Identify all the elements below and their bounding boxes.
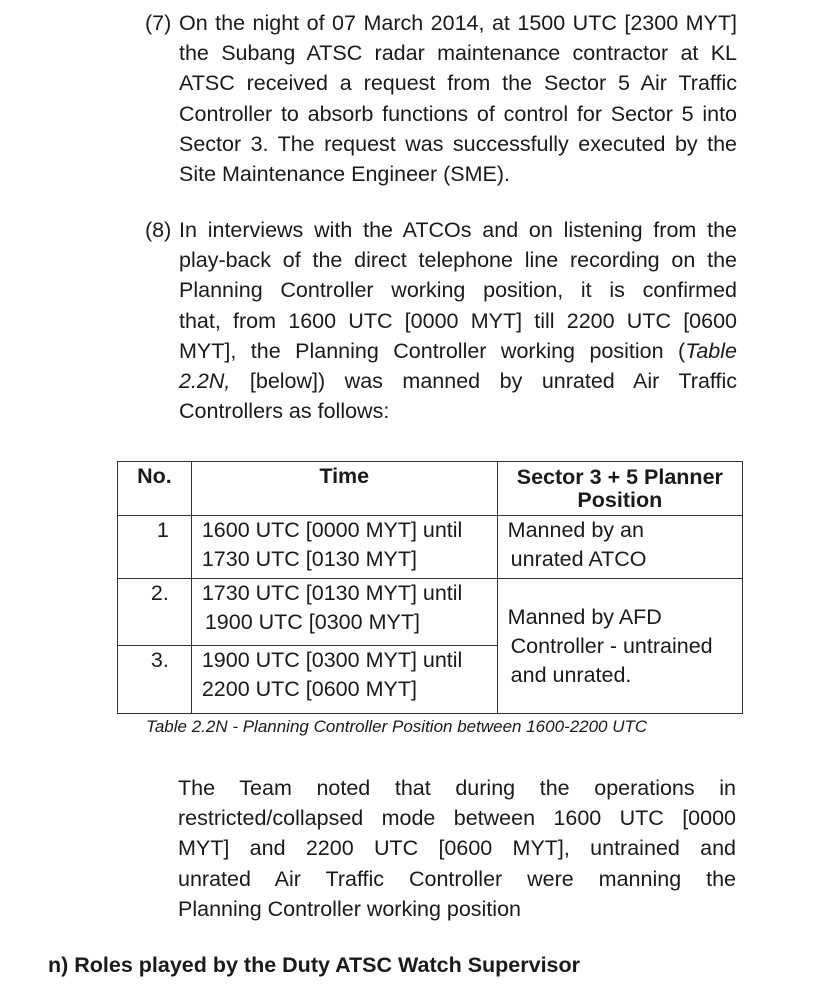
text-line: Site Maintenance Engineer (SME). <box>179 162 511 187</box>
text-line: The Team noted that during the operations in <box>178 776 736 800</box>
text-segment: [below]) was manned by unrated Air Traffic <box>230 369 737 394</box>
text-line: ATSC received a request from the Sector 5 Air Traffic <box>179 71 737 96</box>
text-line: On the night of 07 March 2014, at 1500 UTC [2300 MYT] <box>179 11 737 35</box>
header-position-line: Position <box>577 488 663 512</box>
table-row <box>118 516 743 579</box>
table-header-row <box>118 462 743 516</box>
cell-position <box>497 516 742 579</box>
time-line: 1730 UTC [0130 MYT] <box>201 547 417 571</box>
cell-position <box>497 579 742 714</box>
position-line: and unrated. <box>510 662 632 687</box>
cell-no: 1 <box>118 516 192 579</box>
cell-no: 3. <box>118 646 192 714</box>
text-line: restricted/collapsed mode between 1600 UTC [0000 <box>178 806 736 831</box>
position-line: unrated ATCO <box>510 547 647 571</box>
text-line <box>179 366 737 396</box>
cell-time <box>191 579 497 646</box>
text-line: Controllers as follows: <box>179 399 390 424</box>
time-line: 2200 UTC [0600 MYT] <box>201 677 417 701</box>
time-line: 1600 UTC [0000 MYT] until <box>201 518 463 542</box>
planner-position-table <box>117 461 743 714</box>
text-line: MYT] and 2200 UTC [0600 MYT], untrained and <box>178 836 736 861</box>
header-time: Time <box>191 462 497 516</box>
text-line: Sector 3. The request was successfully executed by the <box>179 131 737 156</box>
paragraph-number: (8) <box>145 218 172 242</box>
cell-time <box>191 646 497 714</box>
table-reference: Table <box>685 338 737 363</box>
text-line: Controller to absorb functions of control for Sector 5 into <box>179 101 737 126</box>
text-line: In interviews with the ATCOs and on listening from the <box>179 218 737 242</box>
time-line: 1730 UTC [0130 MYT] until <box>201 581 463 605</box>
position-line: Manned by AFD <box>507 604 662 629</box>
section-heading: n) Roles played by the Duty ATSC Watch Supervisor <box>48 953 581 977</box>
paragraph-body <box>179 215 737 426</box>
team-note-paragraph <box>178 773 736 924</box>
text-line: Planning Controller working position, it is confirmed <box>179 278 737 303</box>
text-line: unrated Air Traffic Controller were manning the <box>178 866 736 891</box>
table-caption: Table 2.2N - Planning Controller Position between 1600-2200 UTC <box>146 717 648 736</box>
time-line: 1900 UTC [0300 MYT] <box>204 610 420 634</box>
text-line: the Subang ATSC radar maintenance contractor at KL <box>179 41 737 66</box>
time-line: 1900 UTC [0300 MYT] until <box>201 648 463 672</box>
header-no: No. <box>118 462 192 516</box>
header-position <box>497 462 742 516</box>
paragraph-body <box>179 8 737 189</box>
header-position-line: Sector 3 + 5 Planner <box>516 465 723 489</box>
text-segment: MYT], the Planning Controller working position ( <box>179 338 686 363</box>
position-line: Controller - untrained <box>510 633 713 658</box>
cell-time <box>191 516 497 579</box>
paragraph-8 <box>145 215 737 426</box>
table-reference: 2.2N, <box>179 369 231 394</box>
text-line <box>179 336 737 366</box>
text-line: play-back of the direct telephone line recording on the <box>179 248 737 273</box>
paragraph-7 <box>145 8 737 189</box>
paragraph-number: (7) <box>145 11 172 35</box>
table-row <box>118 579 743 646</box>
position-line: Manned by an <box>507 518 644 542</box>
text-line: that, from 1600 UTC [0000 MYT] till 2200 UTC [0600 <box>179 308 737 333</box>
text-line: Planning Controller working position <box>178 896 521 921</box>
cell-no: 2. <box>118 579 192 646</box>
